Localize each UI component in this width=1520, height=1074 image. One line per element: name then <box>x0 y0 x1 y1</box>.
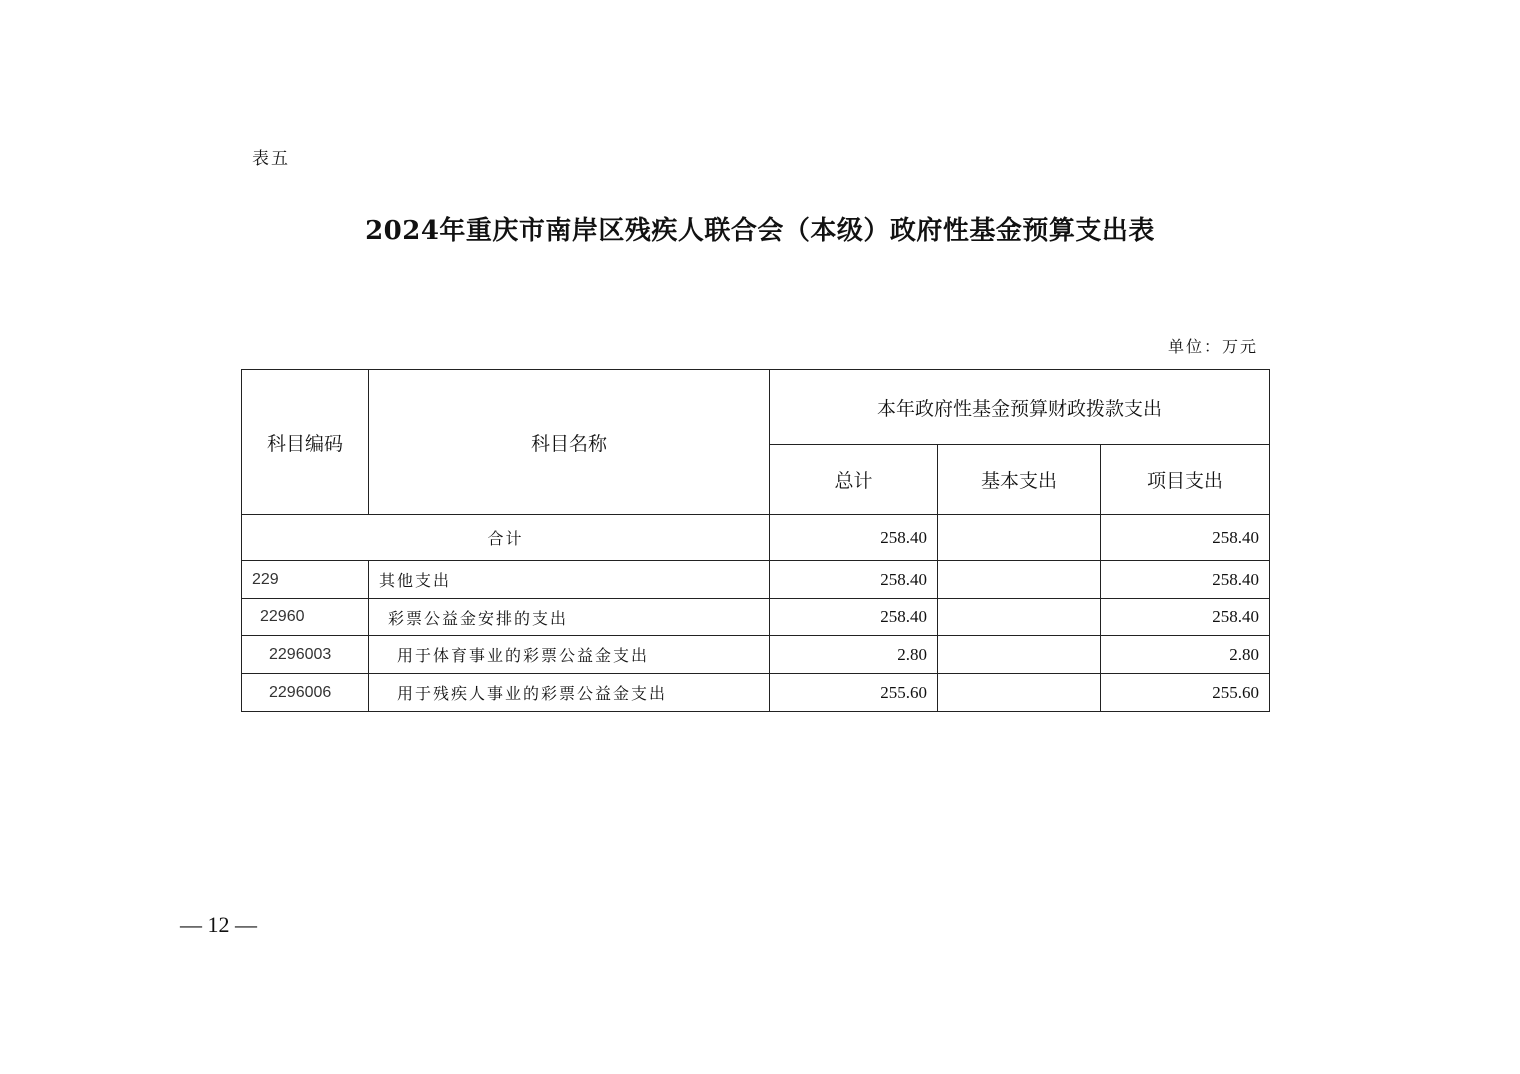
table-row <box>242 674 1270 712</box>
row-name: 用于残疾人事业的彩票公益金支出 <box>369 674 770 712</box>
table-row <box>242 561 1270 599</box>
summary-total: 258.40 <box>770 515 938 561</box>
row-basic <box>938 599 1101 636</box>
row-total: 255.60 <box>770 674 938 712</box>
row-code: 22960 <box>242 599 369 636</box>
row-total: 2.80 <box>770 636 938 674</box>
row-code: 229 <box>242 561 369 599</box>
row-basic <box>938 674 1101 712</box>
row-total: 258.40 <box>770 561 938 599</box>
table-label: 表五 <box>252 149 290 169</box>
document-title: 2024年重庆市南岸区残疾人联合会（本级）政府性基金预算支出表 <box>365 216 1155 246</box>
unit-label: 单位：万元 <box>1167 337 1258 356</box>
header-project: 项目支出 <box>1101 445 1270 515</box>
budget-table <box>241 369 1270 712</box>
table-row <box>242 599 1270 636</box>
row-code: 2296003 <box>242 636 369 674</box>
row-code: 2296006 <box>242 674 369 712</box>
row-project: 255.60 <box>1101 674 1270 712</box>
row-project: 2.80 <box>1101 636 1270 674</box>
table-row <box>242 636 1270 674</box>
summary-label: 合计 <box>242 515 770 561</box>
page-number: — 12 — <box>180 912 257 937</box>
summary-row <box>242 515 1270 561</box>
summary-basic <box>938 515 1101 561</box>
header-name: 科目名称 <box>369 370 770 515</box>
row-basic <box>938 636 1101 674</box>
header-basic: 基本支出 <box>938 445 1101 515</box>
row-name: 用于体育事业的彩票公益金支出 <box>369 636 770 674</box>
row-name: 其他支出 <box>369 561 770 599</box>
summary-project: 258.40 <box>1101 515 1270 561</box>
header-total: 总计 <box>770 445 938 515</box>
row-name: 彩票公益金安排的支出 <box>369 599 770 636</box>
row-project: 258.40 <box>1101 561 1270 599</box>
header-code: 科目编码 <box>242 370 369 515</box>
header-group: 本年政府性基金预算财政拨款支出 <box>770 370 1270 445</box>
row-project: 258.40 <box>1101 599 1270 636</box>
row-basic <box>938 561 1101 599</box>
row-total: 258.40 <box>770 599 938 636</box>
